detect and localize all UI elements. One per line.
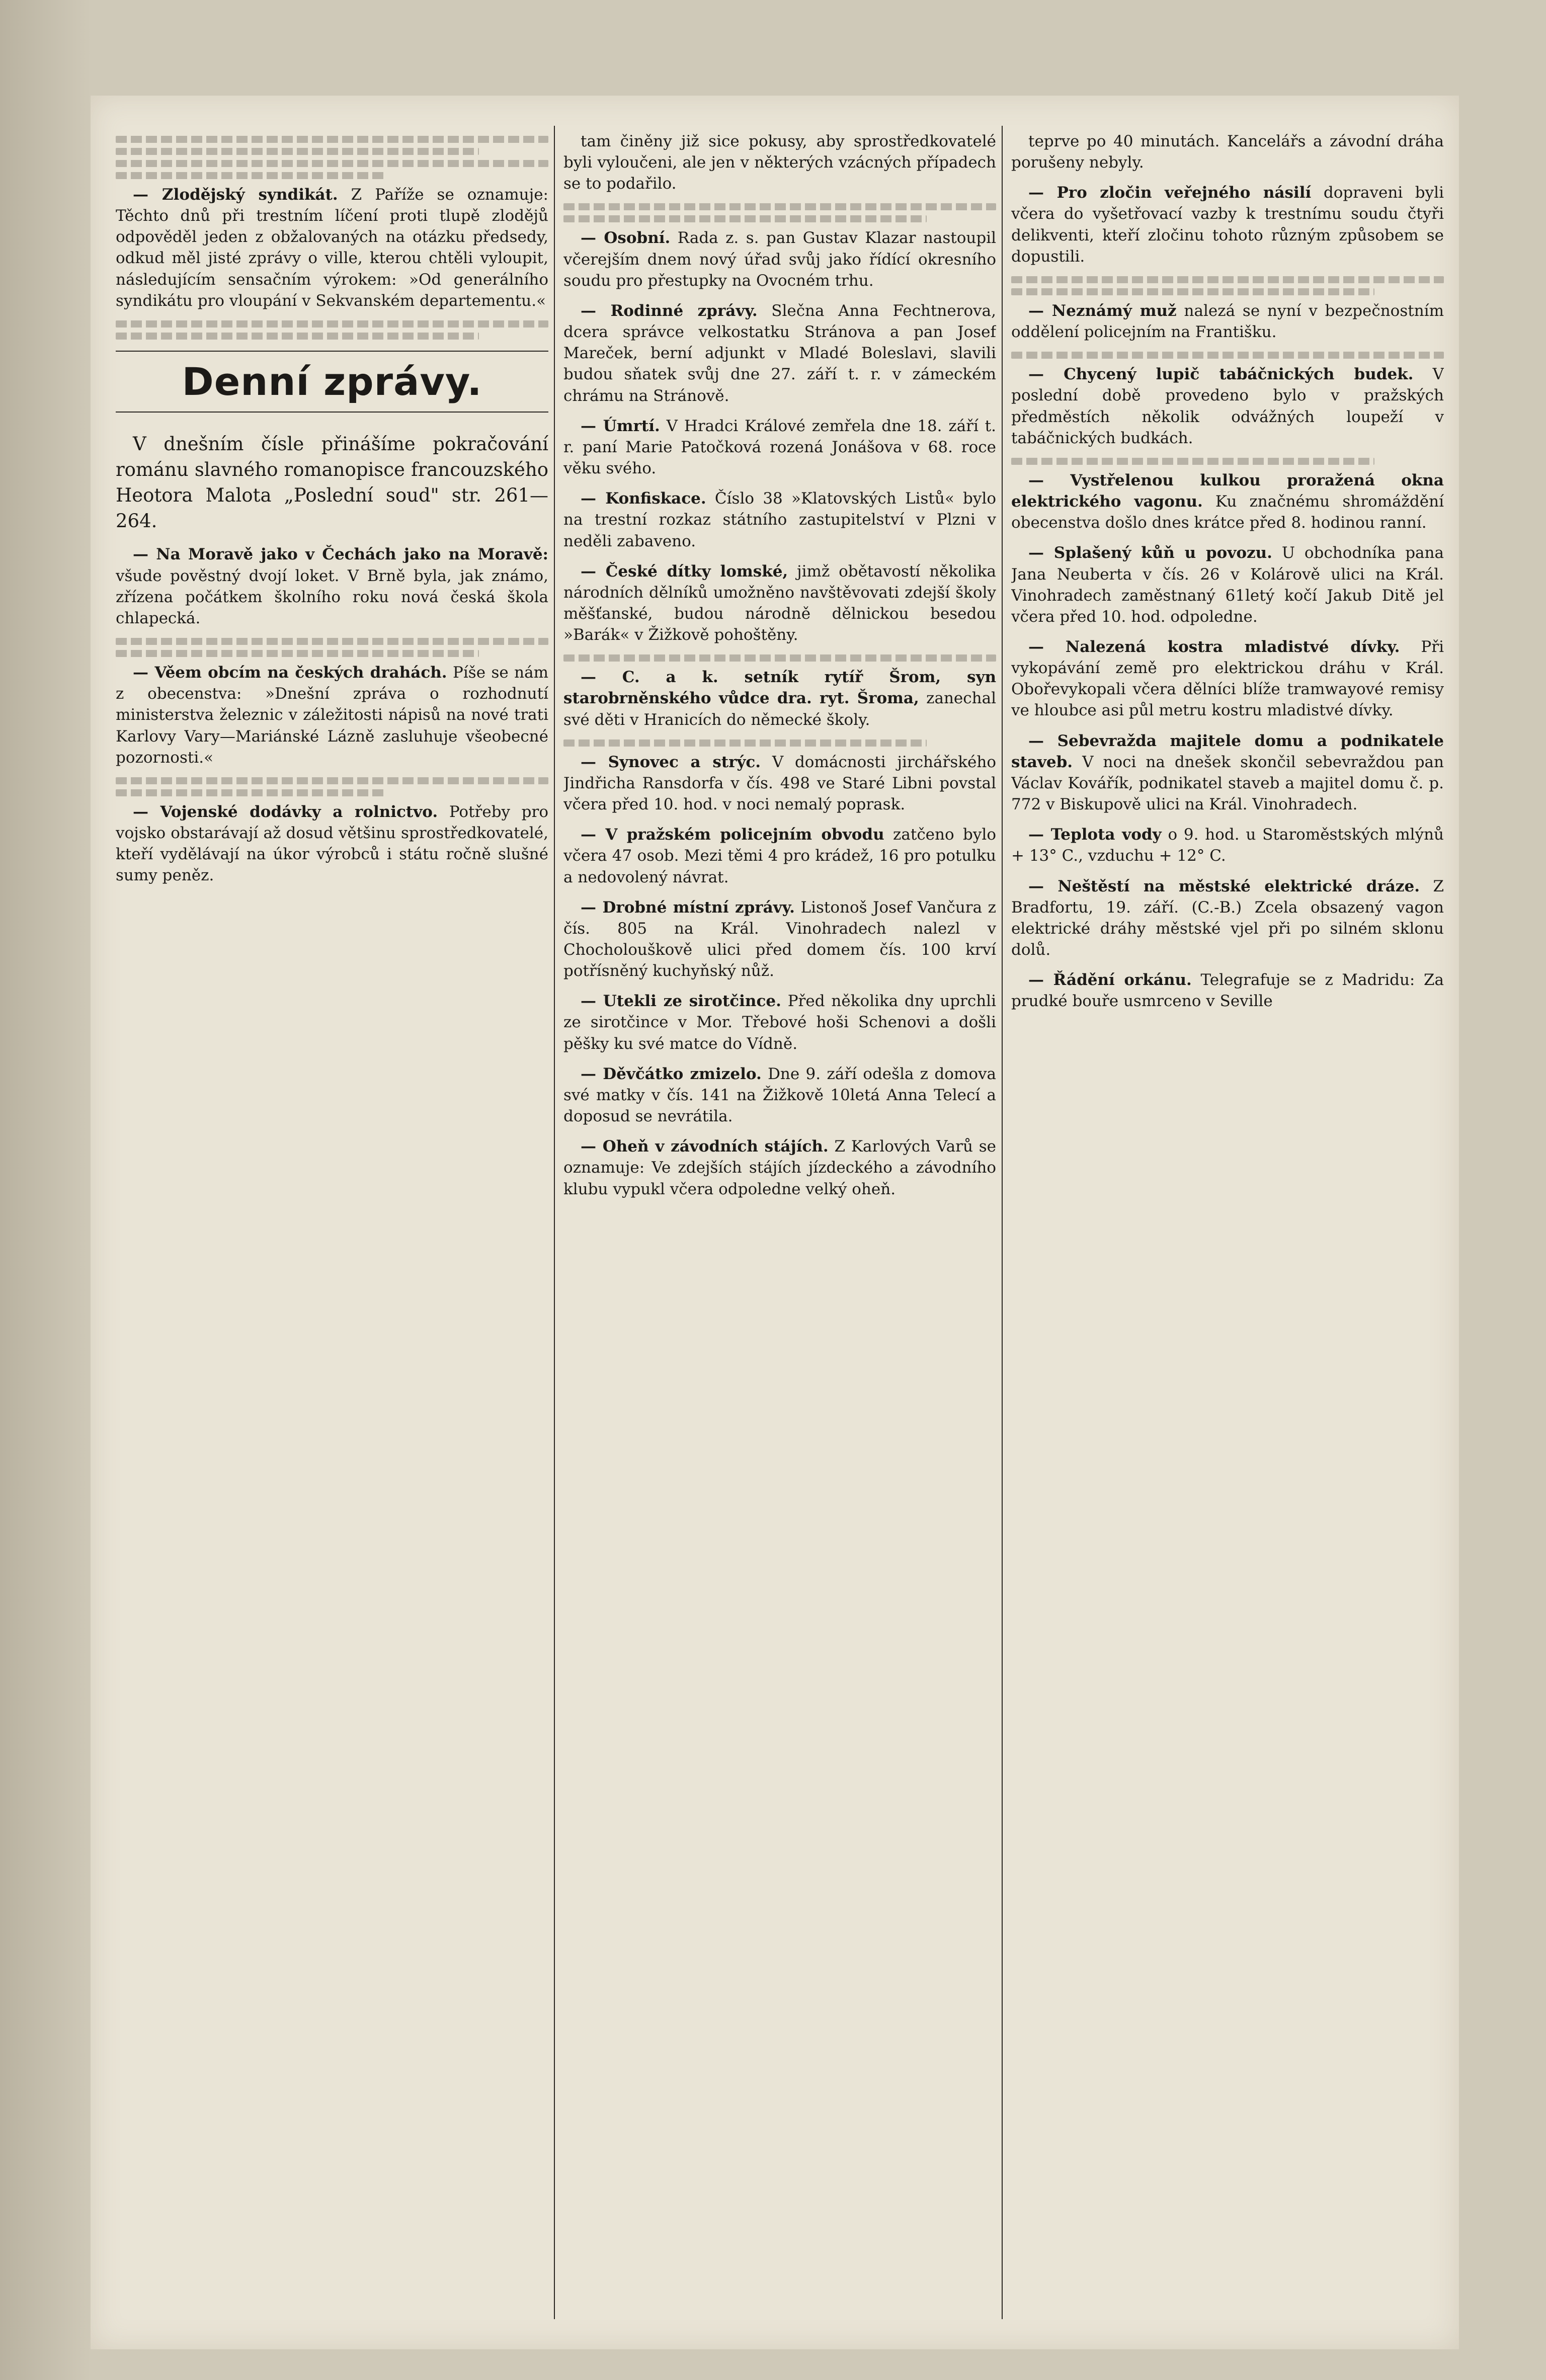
illegible-text-line: [116, 638, 548, 645]
article-text: Potřeby pro vojsko obstarávají až dosud většinu sprostředkovatelé, kteří vydělávají na úkor výrobců i státu ročně slušné sumy peněz.: [116, 802, 548, 885]
article-text: Z Karlových Varů se oznamuje: Ve zdejších stájích jízdeckého a závodního klubu vypukl včera odpoledne velký oheň.: [563, 1137, 996, 1198]
illegible-text-line: [1011, 276, 1444, 283]
article-text: V domácnosti jirchářského Jindřicha Ransdorfa v čís. 498 ve Staré Libni povstal včera před 10. hod. v noci nemalý poprask.: [563, 753, 996, 814]
article-text: Číslo 38 »Klatovských Listů« bylo na trestní rozkaz státního zastupitelství v Plzni v neděli zabaveno.: [563, 489, 996, 550]
article-text: Telegrafuje se z Madridu: Za prudké bouře usmrceno v Seville: [1011, 971, 1444, 1011]
newspaper-page: [91, 96, 1459, 2349]
article-text: V poslední době provedeno bylo v pražských předměstích několik odvážných loupeží v tabáčnických budkách.: [1011, 365, 1444, 447]
article-text: jimž obětavostí několika národních dělníků umožněno navštěvovati zdejší školy měšťanské, budou národně dělnickou besedou »Barák« v Žižkově pohoštěny.: [563, 562, 996, 644]
illegible-text-line: [116, 777, 548, 784]
illegible-text-line: [116, 160, 548, 167]
illegible-text-line: [116, 136, 548, 143]
article-heading: — Synovec a strýc.: [581, 753, 761, 771]
article-text: Před několika dny uprchli ze sirotčince v Mor. Třebové hoši Schenovi a došli pěšky ku své matce do Vídně.: [563, 992, 996, 1053]
illegible-text-line: [563, 654, 996, 662]
article: [1011, 824, 1444, 866]
illegible-text-line: [116, 789, 384, 796]
article-text: teprve po 40 minutách. Kancelářs a závodní dráha porušeny nebyly.: [1011, 132, 1444, 172]
article-heading: — Neštěstí na městské elektrické dráze.: [1028, 877, 1420, 895]
article: [1011, 131, 1444, 173]
article-heading: — Oheň v závodních stájích.: [581, 1137, 829, 1156]
article-heading: — Pro zločin veřejného násilí: [1028, 184, 1312, 202]
article-text: Píše se nám z obecenstva: »Dnešní zpráva o rozhodnutí ministerstva železnic v záležitosti nápisů na nové trati Karlovy Vary—Mariánské Lázně zasluhuje všeobecné pozornosti.«: [116, 664, 548, 767]
article-heading: — Chycený lupič tabáčnických budek.: [1028, 365, 1414, 384]
article-text: o 9. hod. u Staroměstských mlýnů + 13° C., vzduchu + 12° C.: [1011, 826, 1444, 865]
section-masthead: Denní zprávy.: [116, 351, 548, 413]
article-heading: — C. a k. setník rytíř Šrom, syn starobrněnského vůdce dra. ryt. Šroma,: [563, 668, 996, 708]
article-heading: — Rodinné zprávy.: [581, 301, 758, 320]
article-heading: — Řádění orkánu.: [1028, 971, 1192, 990]
article-heading: — Vystřelenou kulkou proražená okna elektrického vagonu.: [1011, 471, 1444, 511]
article-heading: — Konfiskace.: [581, 489, 706, 508]
illegible-text-line: [563, 740, 927, 747]
column-rule: [1002, 126, 1003, 2319]
illegible-text-line: [563, 215, 927, 222]
article: [1011, 542, 1444, 627]
article-text: tam činěny již sice pokusy, aby sprostředkovatelé byli vyloučeni, ale jen v některých vzácných případech se to podařilo.: [563, 132, 996, 193]
article: [563, 1063, 996, 1127]
article-text: Při vykopávání země pro elektrickou dráhu v Král. Obořevykopali včera dělníci blíže tramwayové remisy ve hloubce asi půl metru kostru mladistvé dívky.: [1011, 637, 1444, 720]
article-heading: — Sebevražda majitele domu a podnikatele staveb.: [1011, 731, 1444, 771]
illegible-text-line: [116, 320, 548, 327]
article: [563, 752, 996, 815]
article: [563, 131, 996, 194]
illegible-text-line: [116, 333, 479, 340]
illegible-text-line: [1011, 352, 1444, 359]
article: [1011, 182, 1444, 267]
middle-column: [563, 131, 996, 2319]
article: [1011, 969, 1444, 1012]
article-heading: — Zlodějský syndikát.: [133, 186, 338, 204]
article: [1011, 364, 1444, 449]
article-text: Z Bradfortu, 19. září. (C.-B.) Zcela obsazený vagon elektrické dráhy městské vjel při po silném sklonu dolů.: [1011, 877, 1444, 959]
article-text: nalezá se nyní v bezpečnostním oddělení policejním na Františku.: [1011, 301, 1444, 342]
illegible-text-line: [563, 203, 996, 210]
article-text: V noci na dnešek skončil sebevraždou pan Václav Kovářík, podnikatel staveb a majitel domu č. p. 772 v Biskupově ulici na Král. Vinohradech.: [1011, 753, 1444, 814]
article: [1011, 636, 1444, 721]
article-heading: — Drobné místní zprávy.: [581, 898, 795, 917]
article: [563, 824, 996, 887]
article-text: Dne 9. září odešla z domova své matky v čís. 141 na Žižkově 10letá Anna Telecí a doposud se nevrátila.: [563, 1064, 996, 1126]
illegible-text-line: [116, 172, 384, 179]
article: [563, 300, 996, 406]
left-column: [116, 131, 548, 2319]
article: [1011, 300, 1444, 343]
illegible-text-line: [116, 148, 479, 155]
article: [1011, 730, 1444, 815]
article: [563, 561, 996, 646]
article-text: U obchodníka pana Jana Neuberta v čís. 26 v Kolárově ulici na Král. Vinohradech zaměstnaný 61letý kočí Jakub Ditě jel včera před 10. hod. odpoledne.: [1011, 544, 1444, 626]
article-heading: — Nalezená kostra mladistvé dívky.: [1028, 637, 1400, 656]
article-heading: — Splašený kůň u povozu.: [1028, 544, 1272, 562]
article: [563, 1136, 996, 1199]
article-heading: — Utekli ze sirotčince.: [581, 992, 781, 1011]
serial-notice-text: V dnešním čísle přinášíme pokračování románu slavného romanopisce francouzského Heotora Malota „Poslední soud" str. 261—264.: [116, 433, 548, 532]
article-heading: — Vojenské dodávky a rolnictvo.: [133, 802, 438, 821]
illegible-text-line: [1011, 458, 1374, 465]
article-text: Z Paříže se oznamuje: Těchto dnů při trestním líčení proti tlupě zlodějů odpověděl jeden z obžalovaných na otázku předsedy, odkud měl jisté zprávy o ville, kterou chtěli vyloupit, následujícím sensačním výrokem: »Od generálního syndikátu pro vloupání v Sekvanském departementu.«: [116, 186, 548, 310]
serial-notice: [116, 431, 548, 534]
article-text: V Hradci Králové zemřela dne 18. září t. r. paní Marie Patočková rozená Jonášova v 68. roce věku svého.: [563, 417, 996, 478]
article-heading: — Na Moravě jako v Čechách jako na Moravě:: [133, 545, 548, 564]
article-text: Listonoš Josef Vančura z čís. 805 na Král. Vinohradech nalezl v Chocholouškově ulici před domem čís. 100 krví potřísněný kuchyňský nůž.: [563, 898, 996, 980]
article: [563, 897, 996, 982]
article-heading: — Děvčátko zmizelo.: [581, 1064, 762, 1083]
article-heading: — V pražském policejním obvodu: [581, 826, 884, 844]
article-text: Rada z. s. pan Gustav Klazar nastoupil včerejším dnem nový úřad svůj jako řídící okresního soudu pro přestupky na Ovocném trhu.: [563, 229, 996, 290]
article: [1011, 470, 1444, 533]
article-text: všude pověstný dvojí loket. V Brně byla, jak známo, zřízena počátkem školního roku nová česká škola chlapecká.: [116, 566, 548, 627]
article-heading: — Neznámý muž: [1028, 301, 1177, 320]
article: [116, 184, 548, 311]
article-heading: — Teplota vody: [1028, 826, 1162, 844]
article: [563, 667, 996, 730]
illegible-text-line: [1011, 288, 1374, 295]
article: [563, 991, 996, 1054]
article-text: zanechal své děti v Hranicích do německé školy.: [563, 689, 996, 729]
column-rule: [554, 126, 555, 2319]
article: [563, 488, 996, 551]
right-column: [1011, 131, 1444, 2319]
article: [116, 801, 548, 886]
illegible-text-line: [116, 650, 479, 657]
article: [563, 227, 996, 291]
article-heading: — Osobní.: [581, 229, 671, 248]
scan-binding-edge: [0, 0, 91, 2380]
article-text: Ku značnému shromáždění obecenstva došlo dnes krátce před 8. hodinou ranní.: [1011, 493, 1444, 532]
article-heading: — Věem obcím na českých drahách.: [133, 664, 447, 682]
article: [1011, 876, 1444, 961]
article-heading: — Úmrtí.: [581, 417, 660, 435]
article-text: Slečna Anna Fechtnerova, dcera správce velkostatku Stránova a pan Josef Mareček, berní adjunkt v Mladé Boleslavi, slavili budou sňatek svůj dne 27. září t. r. v zámeckém chrámu na Stránově.: [563, 301, 996, 405]
article: [563, 416, 996, 479]
article: [116, 662, 548, 768]
article-heading: — České dítky lomské,: [581, 562, 788, 581]
article-text: zatčeno bylo včera 47 osob. Mezi těmi 4 pro krádež, 16 pro potulku a nedovolený návrat.: [563, 826, 996, 886]
article-text: dopraveni byli včera do vyšetřovací vazby k trestnímu soudu čtyři delikventi, kteří zločinu tohoto různým způsobem se dopustili.: [1011, 184, 1444, 266]
article: [116, 544, 548, 629]
